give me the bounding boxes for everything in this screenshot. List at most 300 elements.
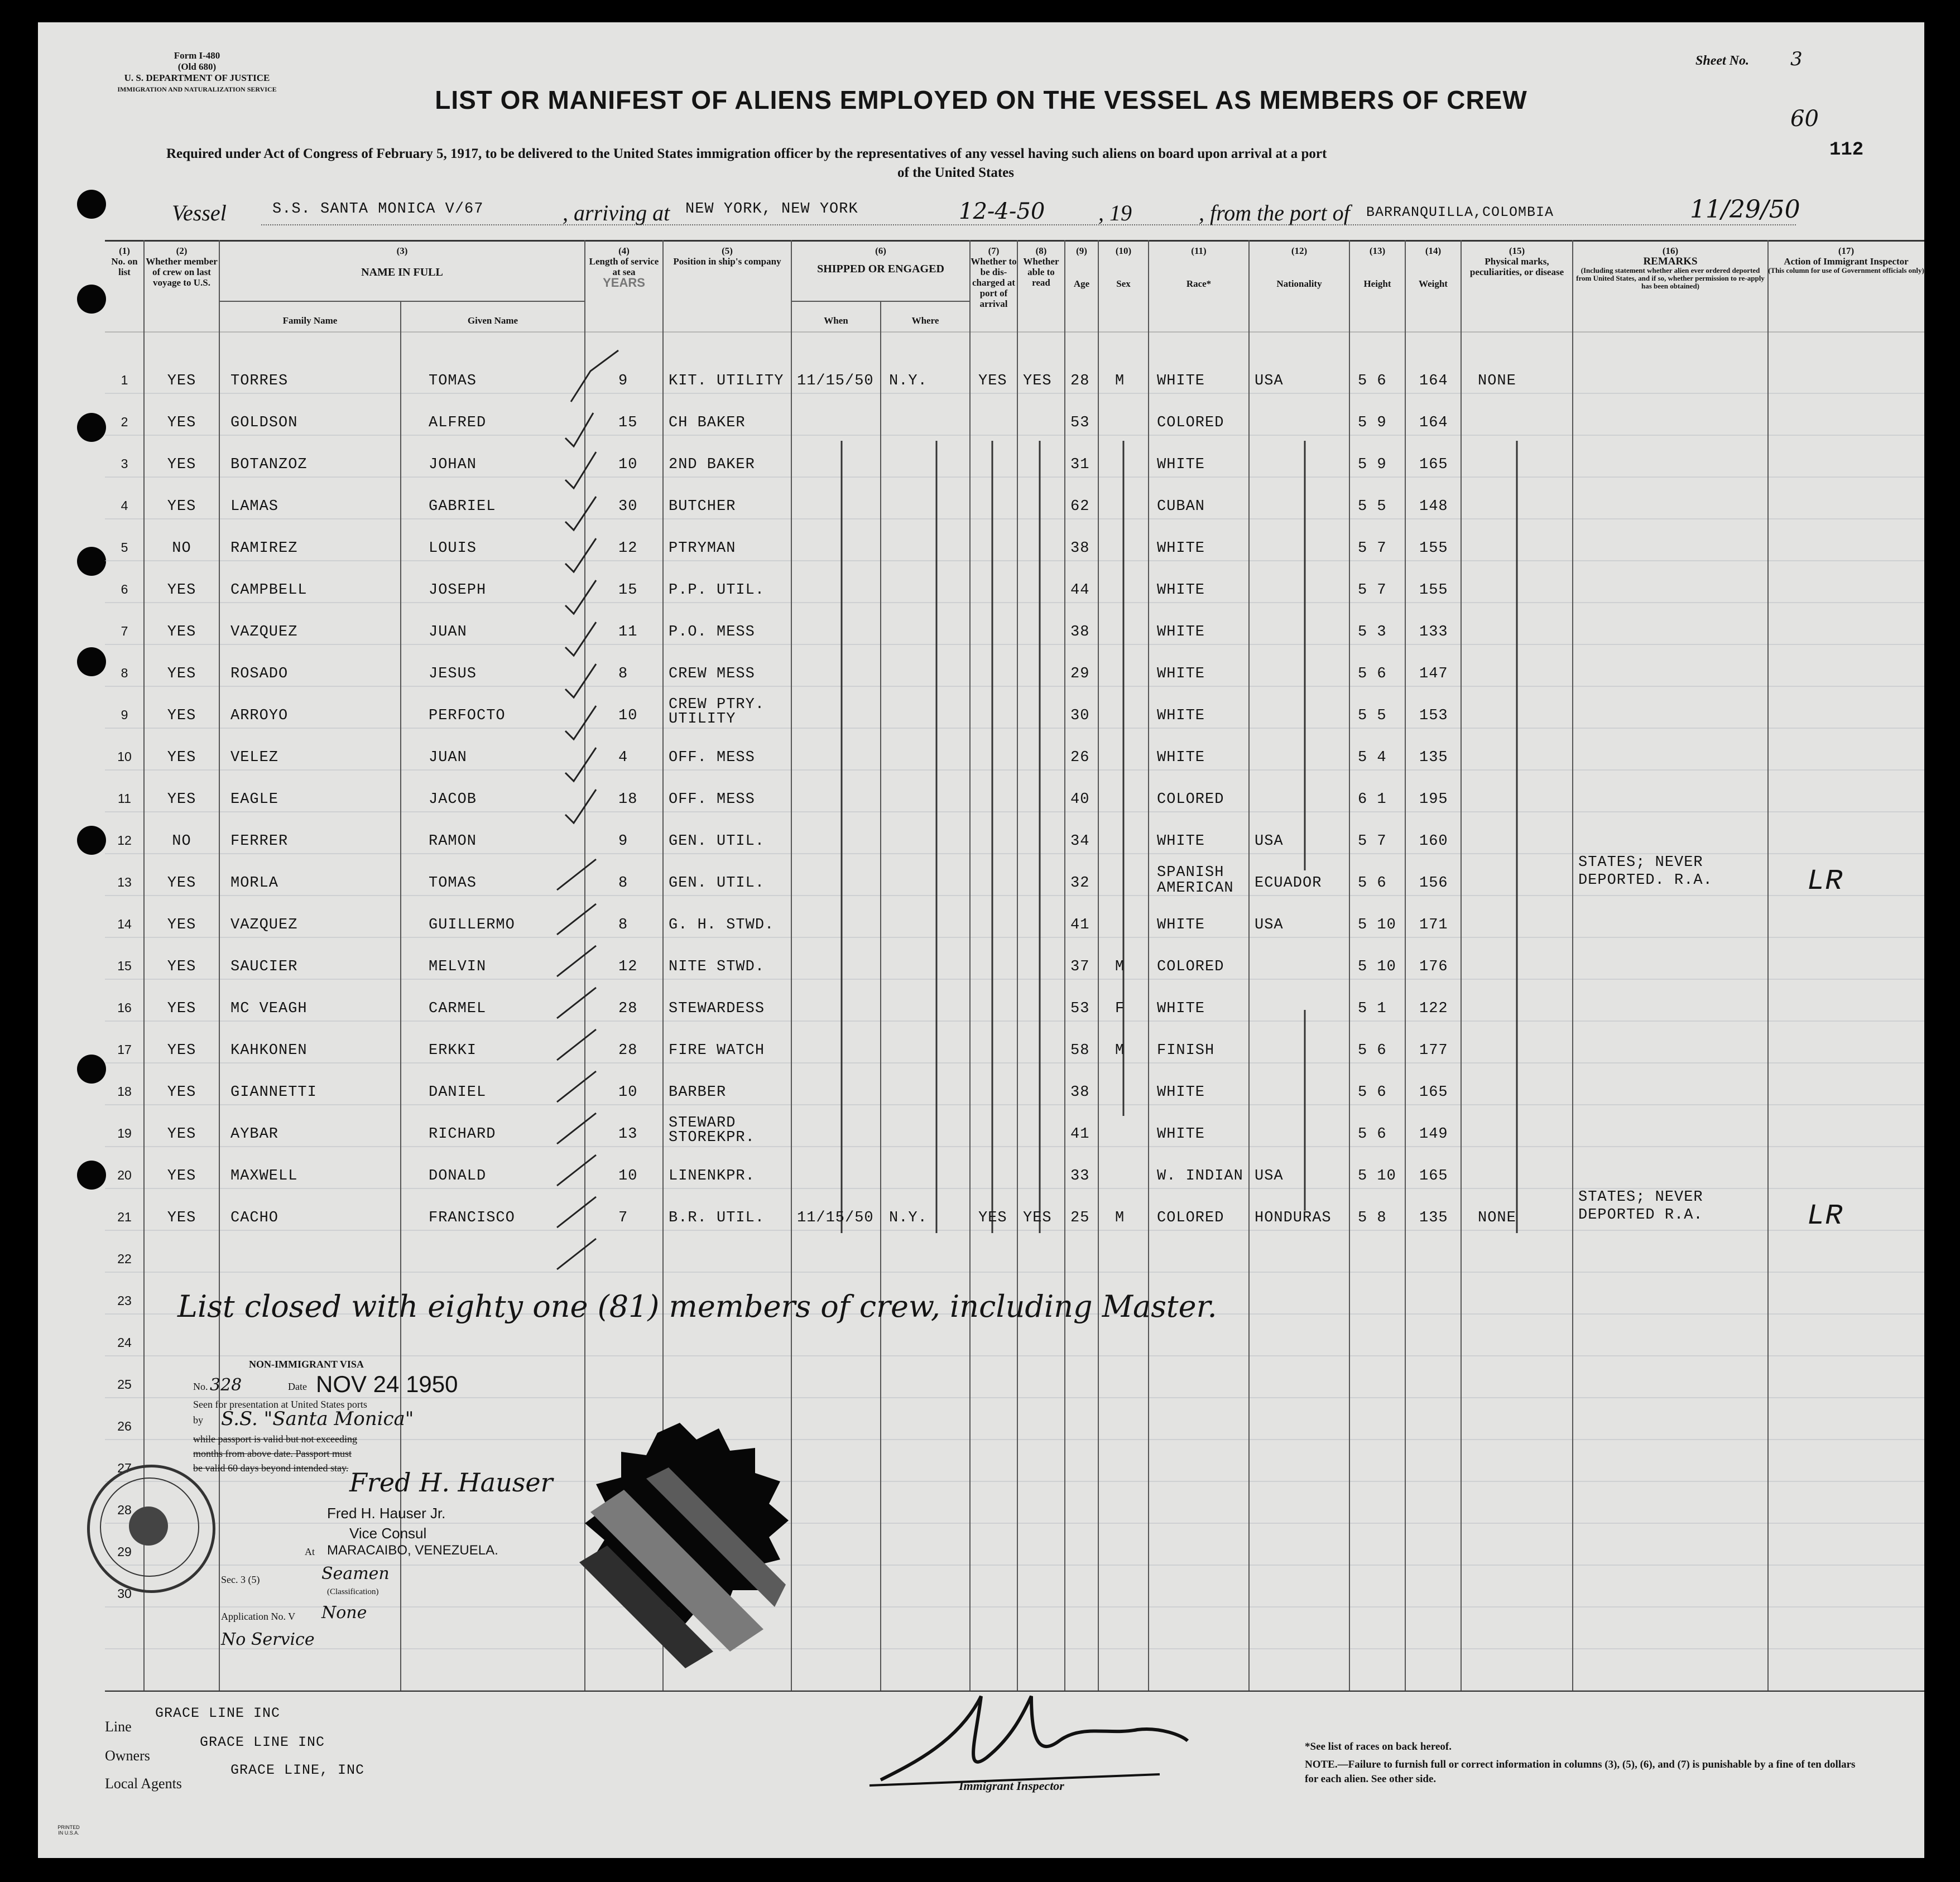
crew-height: 5 10 [1358, 959, 1396, 975]
crew-no: 21 [117, 1210, 132, 1224]
vessel-label: Vessel [172, 200, 227, 225]
crew-family-name: VELEZ [230, 749, 279, 766]
crew-last-voyage: YES [167, 498, 196, 515]
crew-no: 1 [121, 373, 128, 387]
crew-no: 20 [117, 1168, 132, 1182]
col5-header: (5) Position in ship's company [673, 246, 781, 267]
crew-physical-marks: NONE [1478, 373, 1516, 389]
subtitle-continued: of the United States [897, 165, 1015, 180]
family-name-header: Family Name [282, 315, 338, 326]
sheet-number-label: Sheet No. [1695, 54, 1749, 68]
crew-race: WHITE [1157, 624, 1205, 641]
crew-weight: 160 [1419, 833, 1448, 850]
empty-row-number: 27 [117, 1461, 132, 1475]
crew-given-name: JUAN [429, 749, 467, 766]
crew-weight: 164 [1419, 373, 1448, 389]
crew-age: 44 [1070, 582, 1090, 599]
crew-given-name: PERFOCTO [429, 707, 506, 724]
crew-last-voyage: NO [172, 833, 191, 850]
crew-age: 38 [1070, 624, 1090, 641]
empty-row-number: 29 [117, 1544, 132, 1559]
crew-weight: 165 [1419, 1168, 1448, 1185]
crew-no: 4 [121, 498, 128, 513]
crew-race: WHITE [1157, 749, 1205, 766]
from-port-label: , from the port of [1199, 200, 1350, 225]
crew-age: 53 [1070, 415, 1090, 431]
crew-race: WHITE [1157, 1084, 1205, 1101]
consular-seal [87, 1465, 215, 1593]
visa-line4: be valid 60 days beyond intended stay. [193, 1462, 349, 1474]
visa-application-label: Application No. V [221, 1611, 296, 1622]
crew-age: 29 [1070, 666, 1090, 682]
given-name-header: Given Name [467, 315, 518, 326]
line-label: Line [105, 1719, 132, 1735]
crew-height: 5 6 [1358, 875, 1387, 892]
empty-row-number: 24 [117, 1335, 132, 1350]
crew-no: 14 [117, 917, 132, 931]
crew-no: 7 [121, 624, 128, 638]
crew-age: 58 [1070, 1042, 1090, 1059]
crew-position: CREW MESS [669, 666, 755, 682]
col8-header: (8) Whether able to read [1023, 246, 1059, 288]
where-header: Where [911, 315, 939, 326]
crew-height: 5 9 [1358, 415, 1387, 431]
crew-last-voyage: YES [167, 791, 196, 808]
crew-years: 10 [618, 456, 638, 473]
crew-last-voyage: YES [167, 1042, 196, 1059]
crew-last-voyage: YES [167, 1084, 196, 1101]
visa-stamp [137, 1359, 561, 1649]
crew-position: BUTCHER [669, 498, 736, 515]
crew-race: COLORED [1157, 959, 1224, 975]
crew-last-voyage: YES [167, 707, 196, 724]
crew-nationality: USA [1255, 833, 1284, 850]
crew-position: GEN. UTIL. [669, 833, 765, 850]
crew-last-voyage: YES [167, 1210, 196, 1226]
crew-no: 11 [118, 791, 131, 806]
crew-given-name: MELVIN [429, 959, 487, 975]
crew-given-name: FRANCISCO [429, 1210, 515, 1226]
crew-height: 5 6 [1358, 1042, 1387, 1059]
crew-height: 6 1 [1358, 791, 1387, 808]
crew-position: CREW PTRY. UTILITY [669, 696, 765, 728]
col17-header: (17) Action of Immigrant Inspector (This column for use of Government officials only) [1768, 246, 1924, 275]
crew-no: 8 [121, 666, 128, 680]
tally-checkmarks [557, 350, 618, 1269]
crew-age: 41 [1070, 917, 1090, 933]
arrival-date: 12-4-50 [959, 199, 1045, 224]
visa-line1: Seen for presentation at United States ports [193, 1399, 367, 1410]
col9-header: (9) Age [1073, 246, 1090, 289]
crew-age: 31 [1070, 456, 1090, 473]
crew-no: 13 [117, 875, 132, 889]
crew-no: 12 [117, 833, 132, 848]
crew-position: STEWARD STOREKPR. [669, 1115, 755, 1146]
crew-years: 28 [618, 1042, 638, 1059]
crew-years: 7 [618, 1210, 628, 1226]
crew-given-name: DONALD [429, 1168, 487, 1185]
visa-heading: NON-IMMIGRANT VISA [249, 1359, 364, 1370]
crew-shipped-where: N.Y. [889, 1210, 928, 1226]
crew-years: 4 [618, 749, 628, 766]
crew-height: 5 7 [1358, 540, 1387, 557]
crew-no: 19 [117, 1126, 132, 1140]
year-label: , 19 [1098, 200, 1132, 225]
crew-race: WHITE [1157, 540, 1205, 557]
page-title: LIST OR MANIFEST OF ALIENS EMPLOYED ON THE VESSEL AS MEMBERS OF CREW [435, 85, 1527, 114]
crew-given-name: GABRIEL [429, 498, 496, 515]
visa-section: Sec. 3 (5) [221, 1574, 260, 1585]
visa-no-label: No. [193, 1381, 208, 1392]
crew-years: 30 [618, 498, 638, 515]
departure-date: 11/29/50 [1690, 195, 1800, 224]
crew-race: WHITE [1157, 373, 1205, 389]
crew-weight: 122 [1419, 1000, 1448, 1017]
crew-height: 5 7 [1358, 833, 1387, 850]
crew-no: 3 [121, 456, 128, 471]
crew-family-name: GOLDSON [230, 415, 298, 431]
crew-position: GEN. UTIL. [669, 875, 765, 892]
crew-weight: 147 [1419, 666, 1448, 682]
crew-years: 28 [618, 1000, 638, 1017]
crew-no: 9 [121, 707, 128, 722]
crew-no: 15 [117, 959, 132, 973]
arrival-port: NEW YORK, NEW YORK [685, 201, 858, 218]
crew-height: 5 8 [1358, 1210, 1387, 1226]
crew-years: 11 [618, 624, 638, 641]
crew-given-name: JUAN [429, 624, 467, 641]
crew-age: 62 [1070, 498, 1090, 515]
crew-given-name: DANIEL [429, 1084, 487, 1101]
crew-position: PTRYMAN [669, 540, 736, 557]
crew-given-name: ERKKI [429, 1042, 477, 1059]
crew-race: W. INDIAN [1157, 1168, 1243, 1185]
empty-row-number: 28 [117, 1503, 132, 1517]
form-old-number: (Old 680) [177, 61, 217, 72]
crew-last-voyage: YES [167, 875, 196, 892]
crew-race: COLORED [1157, 415, 1224, 431]
crew-position: FIRE WATCH [669, 1042, 765, 1059]
crew-last-voyage: YES [167, 582, 196, 599]
empty-row-number: 26 [117, 1419, 132, 1433]
crew-family-name: MAXWELL [230, 1168, 298, 1185]
page-number: 112 [1829, 139, 1864, 161]
consul-signature: Fred H. Hauser [349, 1467, 553, 1498]
crew-weight: 135 [1419, 1210, 1448, 1226]
crew-height: 5 3 [1358, 624, 1387, 641]
crew-years: 12 [618, 540, 638, 557]
crew-able-read: YES [1023, 1210, 1052, 1226]
crew-shipped-where: N.Y. [889, 373, 928, 389]
col6-header: (6) SHIPPED OR ENGAGED [817, 246, 944, 275]
crew-race: SPANISH AMERICAN [1157, 864, 1234, 897]
crew-family-name: AYBAR [230, 1126, 279, 1143]
crew-given-name: LOUIS [429, 540, 477, 557]
crew-sex: M [1115, 959, 1125, 975]
crew-no: 10 [117, 749, 132, 764]
crew-family-name: CAMPBELL [230, 582, 308, 599]
crew-action: LR [1807, 865, 1843, 898]
crew-height: 5 9 [1358, 456, 1387, 473]
crew-height: 5 7 [1358, 582, 1387, 599]
visa-at: MARACAIBO, VENEZUELA. [327, 1543, 498, 1558]
crew-weight: 133 [1419, 624, 1448, 641]
crew-height: 5 10 [1358, 1168, 1396, 1185]
crew-family-name: VAZQUEZ [230, 917, 298, 933]
crew-race: WHITE [1157, 917, 1205, 933]
crew-weight: 165 [1419, 456, 1448, 473]
crew-height: 5 10 [1358, 917, 1396, 933]
crew-race: FINISH [1157, 1042, 1215, 1059]
penalty-note: NOTE.—Failure to furnish full or correct information in columns (3), (5), (6), and (7) is punishable by a fine of ten dollars for each alien. See other side. [1305, 1759, 1856, 1785]
crew-position: P.P. UTIL. [669, 582, 765, 599]
line-value: GRACE LINE INC [155, 1705, 281, 1721]
crew-years: 10 [618, 1168, 638, 1185]
visa-by: S.S. "Santa Monica" [221, 1408, 414, 1430]
visa-line2: while passport is valid but not exceeding [193, 1433, 357, 1445]
visa-classification: Seamen [321, 1564, 390, 1583]
crew-years: 8 [618, 875, 628, 892]
crew-years: 9 [618, 373, 628, 389]
crew-last-voyage: NO [172, 540, 191, 557]
crew-race: WHITE [1157, 1000, 1205, 1017]
inspector-label: Immigrant Inspector [959, 1779, 1064, 1793]
crew-age: 37 [1070, 959, 1090, 975]
crew-weight: 177 [1419, 1042, 1448, 1059]
department-name: U. S. DEPARTMENT OF JUSTICE [124, 73, 270, 83]
visa-date: NOV 24 1950 [316, 1371, 458, 1397]
crew-family-name: LAMAS [230, 498, 279, 515]
crew-nationality: HONDURAS [1255, 1210, 1332, 1226]
crew-given-name: RICHARD [429, 1126, 496, 1143]
crew-weight: 155 [1419, 582, 1448, 599]
crew-family-name: MORLA [230, 875, 279, 892]
crew-race: WHITE [1157, 833, 1205, 850]
crew-action: LR [1807, 1200, 1843, 1233]
empty-row-number: 30 [117, 1586, 132, 1601]
crew-sex: M [1115, 373, 1125, 389]
crew-family-name: EAGLE [230, 791, 279, 808]
crew-years: 15 [618, 415, 638, 431]
closing-note: List closed with eighty one (81) members of crew, including Master. [177, 1289, 1217, 1324]
crew-age: 30 [1070, 707, 1090, 724]
crew-age: 33 [1070, 1168, 1090, 1185]
crew-years: 15 [618, 582, 638, 599]
col13-header: (13) Height [1363, 246, 1391, 289]
crew-position: LINENKPR. [669, 1168, 755, 1185]
crew-family-name: KAHKONEN [230, 1042, 308, 1059]
local-agents-label: Local Agents [105, 1775, 182, 1792]
crew-last-voyage: YES [167, 373, 196, 389]
crew-given-name: RAMON [429, 833, 477, 850]
crew-height: 5 6 [1358, 1126, 1387, 1143]
crew-given-name: TOMAS [429, 875, 477, 892]
crew-family-name: BOTANZOZ [230, 456, 308, 473]
crew-age: 26 [1070, 749, 1090, 766]
crew-no: 16 [117, 1000, 132, 1015]
crew-given-name: JACOB [429, 791, 477, 808]
crew-given-name: JOSEPH [429, 582, 487, 599]
crew-age: 32 [1070, 875, 1090, 892]
crew-weight: 149 [1419, 1126, 1448, 1143]
margin-note: 60 [1790, 106, 1819, 132]
crew-given-name: GUILLERMO [429, 917, 515, 933]
crew-family-name: VAZQUEZ [230, 624, 298, 641]
crew-weight: 155 [1419, 540, 1448, 557]
crew-race: WHITE [1157, 582, 1205, 599]
visa-application: None [321, 1603, 367, 1623]
local-agents-value: GRACE LINE, INC [230, 1762, 365, 1778]
crew-no: 17 [117, 1042, 132, 1057]
visa-date-label: Date [288, 1381, 307, 1392]
crew-family-name: RAMIREZ [230, 540, 298, 557]
crew-given-name: JESUS [429, 666, 477, 682]
col11-header: (11) Race* [1186, 246, 1212, 289]
crew-family-name: TORRES [230, 373, 289, 389]
crew-height: 5 4 [1358, 749, 1387, 766]
crew-height: 5 6 [1358, 666, 1387, 682]
crew-weight: 164 [1419, 415, 1448, 431]
crew-able-read: YES [1023, 373, 1052, 389]
crew-weight: 148 [1419, 498, 1448, 515]
crew-age: 38 [1070, 1084, 1090, 1101]
col14-header: (14) Weight [1419, 246, 1448, 289]
crew-race: COLORED [1157, 791, 1224, 808]
crew-height: 5 5 [1358, 707, 1387, 724]
crew-family-name: ARROYO [230, 707, 289, 724]
crew-weight: 176 [1419, 959, 1448, 975]
crew-family-name: MC VEAGH [230, 1000, 308, 1017]
crew-last-voyage: YES [167, 1126, 196, 1143]
crew-years: 18 [618, 791, 638, 808]
crew-years: 10 [618, 1084, 638, 1101]
crew-given-name: TOMAS [429, 373, 477, 389]
owners-label: Owners [105, 1748, 150, 1764]
crew-age: 38 [1070, 540, 1090, 557]
visa-at-label: At [305, 1546, 315, 1557]
crew-weight: 165 [1419, 1084, 1448, 1101]
crew-position: P.O. MESS [669, 624, 755, 641]
crew-remarks: STATES; NEVER DEPORTED R.A. [1578, 1189, 1703, 1224]
crew-age: 34 [1070, 833, 1090, 850]
service-name: IMMIGRATION AND NATURALIZATION SERVICE [117, 85, 277, 93]
visa-by-label: by [193, 1414, 203, 1426]
consul-title: Vice Consul [349, 1525, 427, 1542]
crew-no: 6 [121, 582, 128, 596]
crew-last-voyage: YES [167, 456, 196, 473]
crew-years: 13 [618, 1126, 638, 1143]
crew-nationality: USA [1255, 1168, 1284, 1185]
crew-sex: F [1115, 1000, 1125, 1017]
subtitle: Required under Act of Congress of February 5, 1917, to be delivered to the United States immigration officer by the representatives of any vessel having such aliens on board upon arrival at a port [166, 146, 1327, 161]
crew-position: B.R. UTIL. [669, 1210, 765, 1226]
crew-height: 5 5 [1358, 498, 1387, 515]
crew-family-name: GIANNETTI [230, 1084, 317, 1101]
crew-years: 8 [618, 917, 628, 933]
crew-years: 10 [618, 707, 638, 724]
crew-last-voyage: YES [167, 415, 196, 431]
crew-race: CUBAN [1157, 498, 1205, 515]
crew-given-name: JOHAN [429, 456, 477, 473]
crew-position: OFF. MESS [669, 791, 755, 808]
departure-port: BARRANQUILLA,COLOMBIA [1366, 204, 1554, 220]
crew-nationality: ECUADOR [1255, 875, 1322, 892]
crew-given-name: CARMEL [429, 1000, 487, 1017]
crew-years: 8 [618, 666, 628, 682]
crew-race: WHITE [1157, 666, 1205, 682]
crew-age: 53 [1070, 1000, 1090, 1017]
crew-nationality: USA [1255, 917, 1284, 933]
empty-row-number: 25 [117, 1377, 132, 1392]
col3-header: (3) NAME IN FULL [361, 246, 443, 278]
crew-given-name: ALFRED [429, 415, 487, 431]
vessel-name: S.S. SANTA MONICA V/67 [272, 201, 484, 218]
crew-last-voyage: YES [167, 666, 196, 682]
visa-line3: months from above date. Passport must [193, 1448, 352, 1459]
crew-last-voyage: YES [167, 1000, 196, 1017]
empty-row-number: 22 [117, 1252, 132, 1266]
consul-name: Fred H. Hauser Jr. [327, 1505, 446, 1522]
form-number: Form I-480 [174, 50, 220, 61]
crew-weight: 171 [1419, 917, 1448, 933]
col10-header: (10) Sex [1115, 246, 1132, 289]
crew-remarks: STATES; NEVER DEPORTED. R.A. [1578, 854, 1713, 889]
col1-header: (1) No. on list [111, 246, 138, 277]
crew-last-voyage: YES [167, 917, 196, 933]
crew-height: 5 6 [1358, 1084, 1387, 1101]
crew-last-voyage: YES [167, 1168, 196, 1185]
crew-family-name: FERRER [230, 833, 289, 850]
crew-age: 40 [1070, 791, 1090, 808]
crew-age: 28 [1070, 373, 1090, 389]
crew-no: 18 [117, 1084, 132, 1099]
crew-family-name: CACHO [230, 1210, 279, 1226]
crew-sex: M [1115, 1210, 1125, 1226]
crew-position: STEWARDESS [669, 1000, 765, 1017]
visa-classification-label: (Classification) [327, 1587, 379, 1596]
col15-header: (15) Physical marks, peculiarities, or disease [1469, 246, 1564, 277]
crew-family-name: ROSADO [230, 666, 289, 682]
crew-sex: M [1115, 1042, 1125, 1059]
crew-race: WHITE [1157, 1126, 1205, 1143]
crew-discharged: YES [978, 373, 1007, 389]
races-note: *See list of races on back hereof. [1305, 1741, 1452, 1753]
crew-weight: 135 [1419, 749, 1448, 766]
crew-height: 5 6 [1358, 373, 1387, 389]
crew-age: 41 [1070, 1126, 1090, 1143]
rosette-seal [563, 1417, 797, 1679]
empty-row-number: 23 [117, 1293, 132, 1308]
crew-race: WHITE [1157, 456, 1205, 473]
crew-weight: 195 [1419, 791, 1448, 808]
crew-weight: 156 [1419, 875, 1448, 892]
col4-header: (4) Length of service at sea YEARS [589, 246, 659, 290]
crew-physical-marks: NONE [1478, 1210, 1516, 1226]
crew-position: 2ND BAKER [669, 456, 755, 473]
crew-position: CH BAKER [669, 415, 746, 431]
crew-discharged: YES [978, 1210, 1007, 1226]
crew-shipped-when: 11/15/50 [797, 373, 874, 389]
crew-no: 2 [121, 415, 128, 429]
crew-position: G. H. STWD. [669, 917, 775, 933]
crew-last-voyage: YES [167, 749, 196, 766]
crew-years: 9 [618, 833, 628, 850]
crew-position: NITE STWD. [669, 959, 765, 975]
col7-header: (7) Whether to be dis-charged at port of arrival [971, 246, 1017, 309]
crew-years: 12 [618, 959, 638, 975]
crew-race: COLORED [1157, 1210, 1224, 1226]
crew-last-voyage: YES [167, 624, 196, 641]
